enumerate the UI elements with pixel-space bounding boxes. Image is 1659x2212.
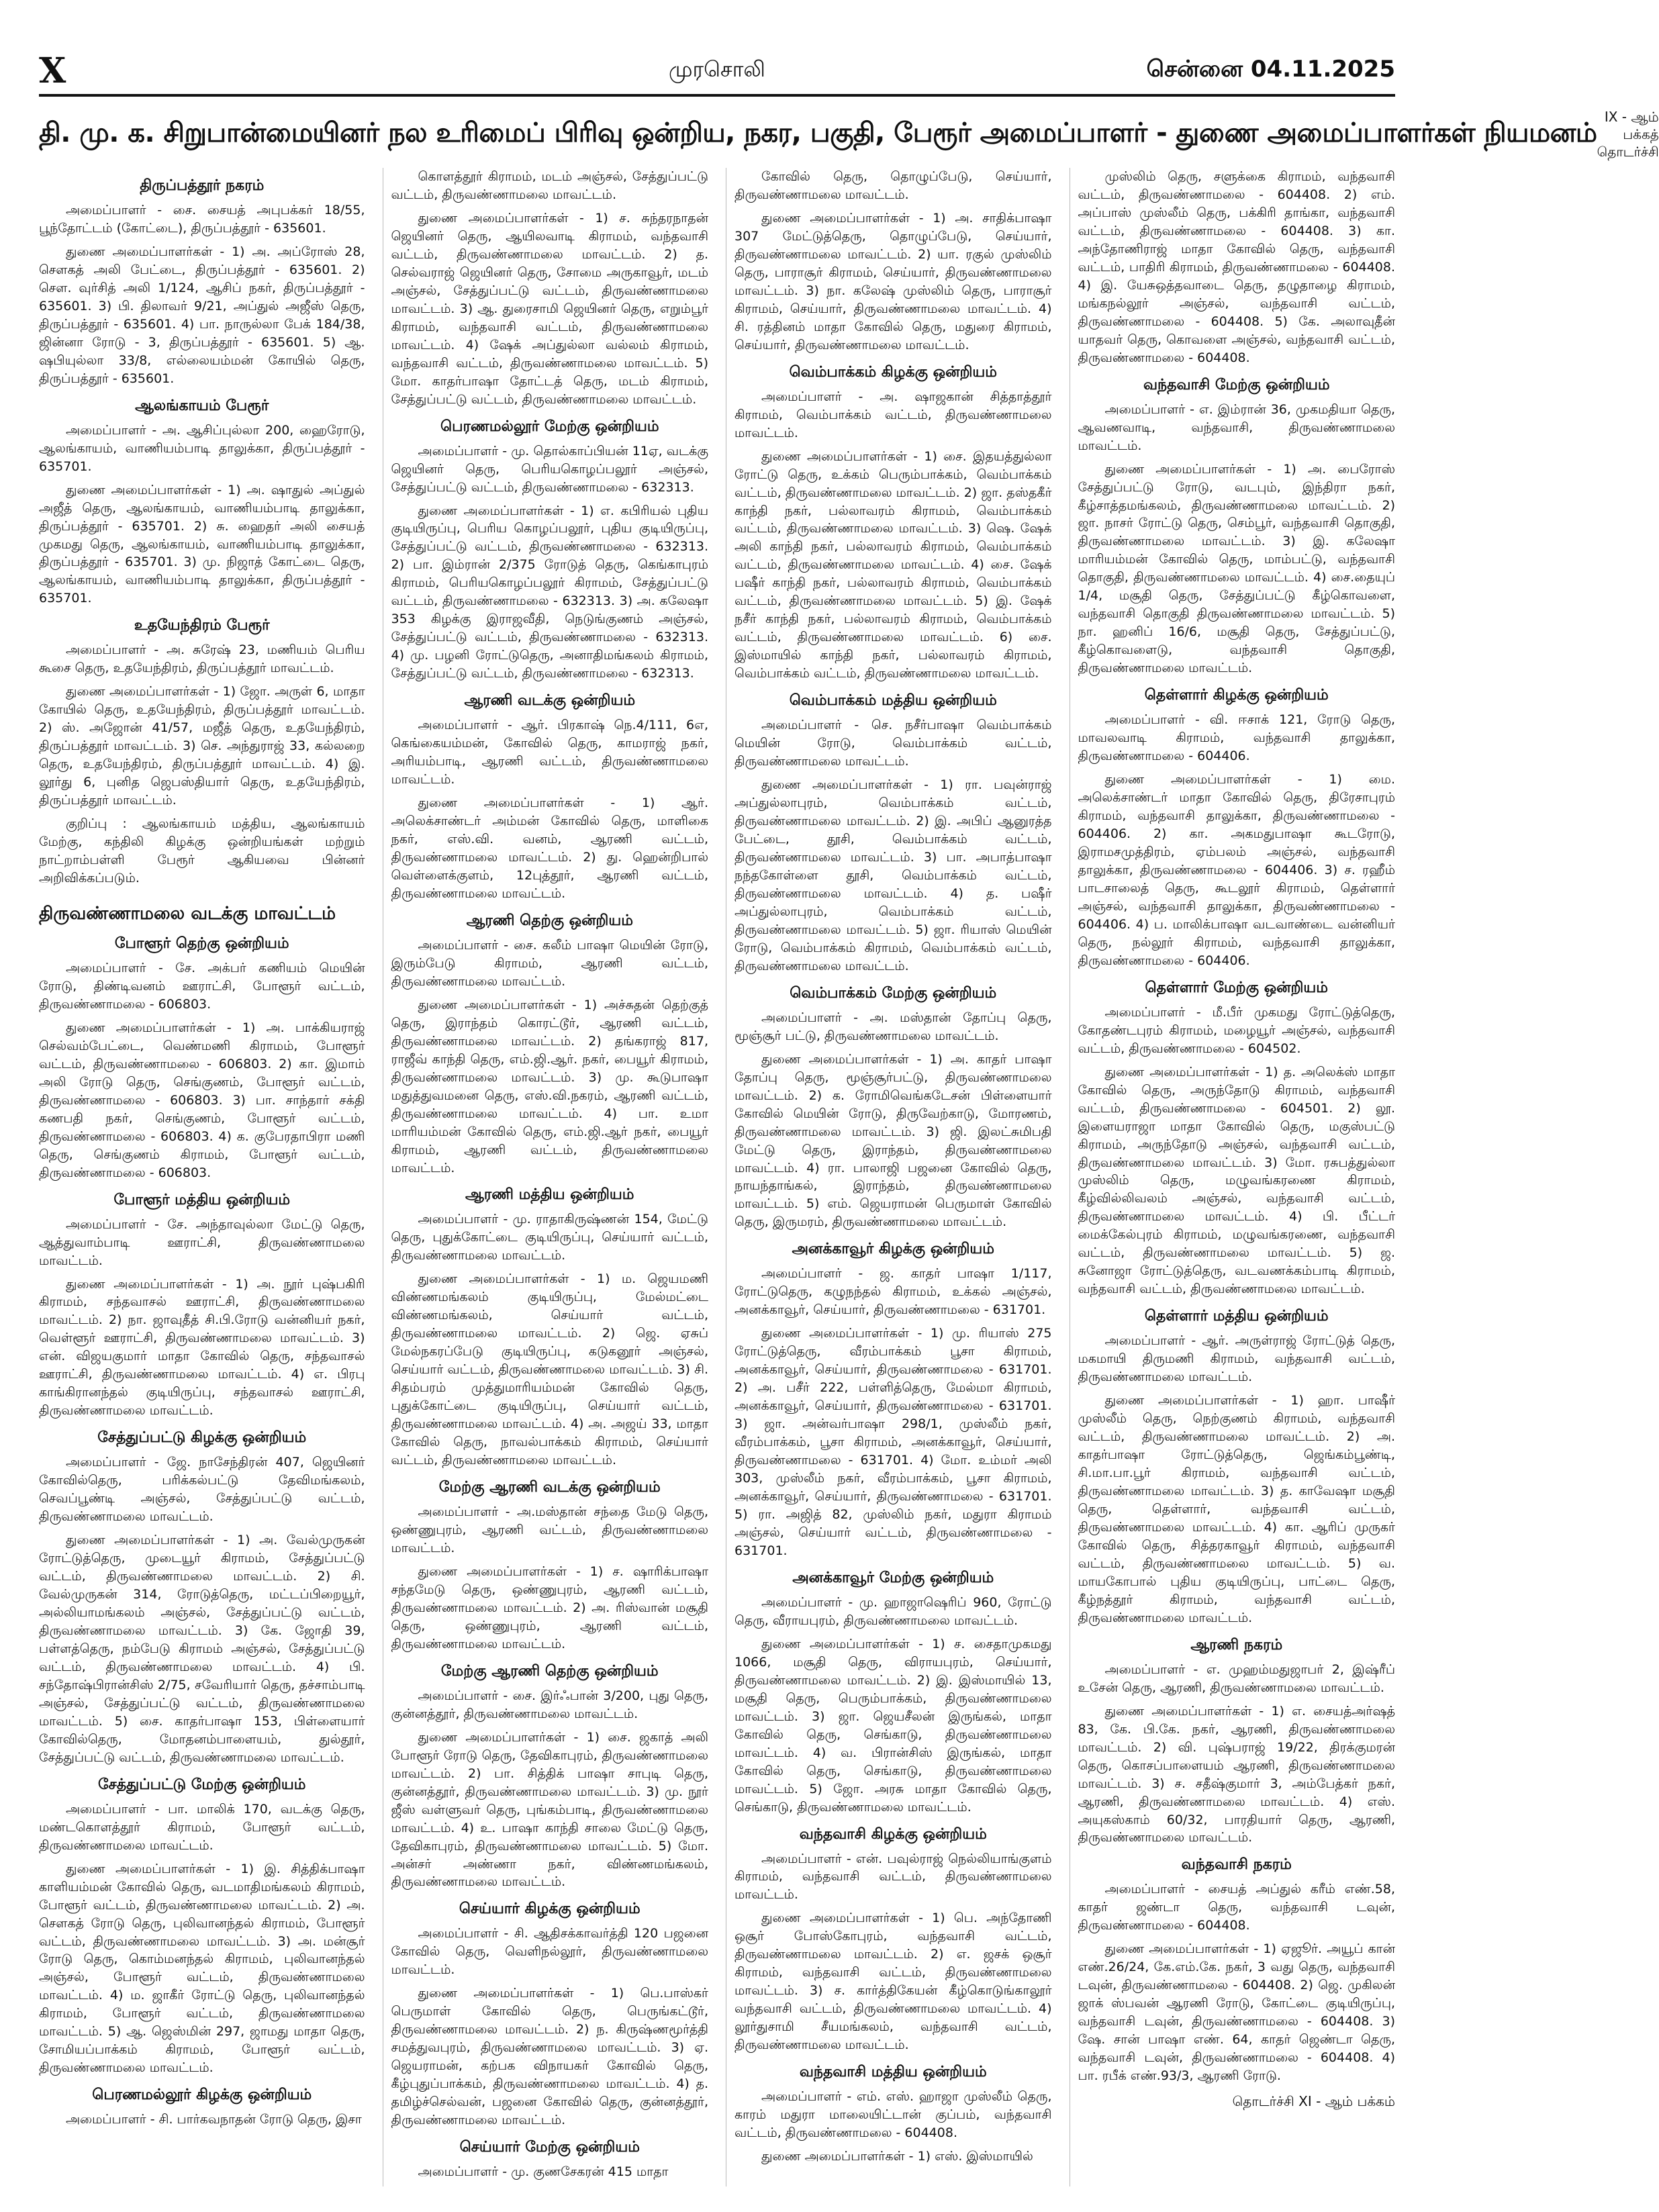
appointment-paragraph: அமைப்பாளர் - சே. அக்பர் கணியம் மெயின் ரோடு, திண்டிவனம் ஊராட்சி, போளூர் வட்டம், திருவண்ணாமலை - 606803. bbox=[39, 960, 365, 1012]
section-heading: சேத்துப்பட்டு கிழக்கு ஒன்றியம் bbox=[97, 1429, 307, 1447]
appointment-paragraph: துணை அமைப்பாளர்கள் - 1) பெ.பாஸ்கர் பெருமாள் கோவில் தெரு, பெருங்கட்டூர், திருவண்ணாமலை மாவட்டம். 2) ந. கிருஷ்ணமூர்த்தி சமத்துவபுரம், திருவண்ணாமலை மாவட்டம். 3) ஏ. ஜெயராமன், கற்பக விநாயகர் கோவில் தெரு, கீழ்புதுப்பாக்கம், திருவண்ணாமலை மாவட்டம். 4) த. தமிழ்ச்செல்வன், பஜனை கோவில் தெரு, குன்னத்தூர், திருவண்ணாமலை மாவட்டம். bbox=[391, 1986, 708, 2128]
continued-to-note: தொடர்ச்சி XI - ஆம் பக்கம் bbox=[1232, 2093, 1395, 2110]
section-heading: வந்தவாசி நகரம் bbox=[1181, 1856, 1292, 1874]
appointment-paragraph: துணை அமைப்பாளர்கள் - 1) அச்சுதன் தெற்குத் தெரு, இராந்தம் கொரட்டூர், ஆரணி வட்டம், திருவண்ணாமலை மாவட்டம். 2) தங்கராஜ் 817, ராஜீவ் காந்தி தெரு, எம்.ஜி.ஆர். நகர், பையூர் கிராமம், திருவண்ணாமலை மாவட்டம். 3) மு. கூடுபாஷா மதுத்துவமனை தெரு, எஸ்.வி.நகரம், ஆரணி வட்டம், திருவண்ணாமலை மாவட்டம். 4) பா. உமா மாரியம்மன் கோவில் தெரு, எம்.ஜி.ஆர் நகர், பையூர் கிராமம், ஆரணி வட்டம், திருவண்ணாமலை மாவட்டம். bbox=[391, 997, 708, 1175]
section-heading: செய்யார் மேற்கு ஒன்றியம் bbox=[459, 2139, 640, 2156]
section-heading: வெம்பாக்கம் கிழக்கு ஒன்றியம் bbox=[789, 363, 997, 381]
article-columns bbox=[39, 168, 1395, 2185]
appointment-paragraph: முஸ்லிம் தெரு, சளுக்கை கிராமம், வந்தவாசி வட்டம், திருவண்ணாமலை - 604408. 2) எம். அப்பாஸ் முஸ்லீம் தெரு, பக்கிரி தாங்கா, வந்தவாசி வட்டம், திருவண்ணாமலை - 604408. 3) கா. அந்தோணிராஜ் மாதா கோவில் தெரு, வந்தவாசி வட்டம், பாதிரி கிராமம், திருவண்ணாமலை - 604408. 4) இ. யேசுஒத்தவாடை தெரு, தழுதாழை கிராமம், மங்கநல்லூர் அஞ்சல், வந்தவாசி வட்டம், திருவண்ணாமலை - 604408. 5) கே. அலாவுதீன் யாதவர் தெரு, கொவளை அஞ்சல், வந்தவாசி வட்டம், திருவண்ணாமலை - 604408. bbox=[1078, 169, 1395, 365]
article-column bbox=[726, 168, 1052, 2186]
appointment-paragraph: அமைப்பாளர் - சி. பார்கவநாதன் ரோடு தெரு, இசா bbox=[66, 2112, 362, 2127]
appointment-paragraph: அமைப்பாளர் - அ. ஆசிப்புல்லா 200, ஹைரோடு, ஆலங்காயம், வாணியம்பாடி தாலுக்கா, திருப்பத்தூர் - 635701. bbox=[39, 422, 365, 474]
appointment-paragraph: அமைப்பாளர் - ஜே. நாசேந்திரன் 407, ஜெயினர் கோவில்தெரு, பரிக்கல்பட்டு தேவிமங்கலம், செவப்பூண்டி அஞ்சல், சேத்துப்பட்டு வட்டம், திருவண்ணாமலை மாவட்டம். bbox=[39, 1455, 365, 1525]
appointment-paragraph: துணை அமைப்பாளர்கள் - 1) ஜோ. அருள் 6, மாதா கோயில் தெரு, உதயேந்திரம், திருப்பத்தூர் மாவட்டம். 2) ஸ். அஜோன் 41/57, மஜீத் தெரு, உதயேந்திரம், திருப்பத்தூர் மாவட்டம். 3) செ. அந்துராஜ் 33, கல்லறை தெரு, உதயேந்திரம், திருப்பத்தூர் மாவட்டம். 4) இ. லூர்து 6, புனித ஜெபஸ்தியார் தெரு, உதயேந்திரம், திருப்பத்தூர் மாவட்டம். bbox=[39, 684, 365, 808]
section-heading: ஆரணி நகரம் bbox=[1190, 1636, 1283, 1653]
appointment-paragraph: அமைப்பாளர் - அ. ஷாஜகான் சித்தாத்தூர் கிராமம், வெம்பாக்கம் வட்டம், திருவண்ணாமலை மாவட்டம். bbox=[734, 389, 1052, 440]
appointment-paragraph: துணை அமைப்பாளர்கள் - 1) பெ. அந்தோணி ஒசூர் போஸ்கோபுரம், வந்தவாசி வட்டம், திருவண்ணாமலை மாவட்டம். 2) எ. ஜசக் ஒசூர் கிராமம், வந்தவாசி வட்டம், திருவண்ணாமலை மாவட்டம். 3) ச. கார்த்திகேயன் கீழ்கொடுங்காலூர் வந்தவாசி வட்டம், திருவண்ணாமலை மாவட்டம். 4) லூர்துசாமி சீயமங்கலம், வந்தவாசி வட்டம், திருவண்ணாமலை மாவட்டம். bbox=[734, 1911, 1052, 2053]
section-heading: பெரணமல்லூர் மேற்கு ஒன்றியம் bbox=[440, 418, 659, 435]
column-body bbox=[1078, 168, 1396, 2085]
page-headline: தி. மு. க. சிறுபான்மையினர் நல உரிமைப் பிரிவு ஒன்றிய, நகர, பகுதி, பேரூர் அமைப்பாளர் - துணை அமைப்பாளர்கள் நியமனம் bbox=[39, 117, 1597, 148]
section-heading: மேற்கு ஆரணி தெற்கு ஒன்றியம் bbox=[440, 1662, 659, 1680]
appointment-paragraph: துணை அமைப்பாளர்கள் - 1) அ. நூர் புஷ்பகிரி கிராமம், சந்தவாசல் ஊராட்சி, திருவண்ணாமலை மாவட்டம். 2) நா. ஜாவுதீத் சி.பி.ரோடு வன்னியர் நகர், வெள்ளூர் ஊராட்சி, திருவண்ணாமலை மாவட்டம். 3) என். விஜயகுமார் மாதா கோவில் தெரு, சந்தவாசல் ஊராட்சி, திருவண்ணாமலை மாவட்டம். 4) எ. பிரபு காங்கிரானந்தல் குடியிருப்பு, சந்தவாசல் ஊராட்சி, திருவண்ணாமலை மாவட்டம். bbox=[39, 1276, 365, 1418]
appointment-paragraph: துணை அமைப்பாளர்கள் - 1) ச. சைதாமுகமது 1066, மசூதி தெரு, விராயபுரம், செய்யார், திருவண்ணாமலை மாவட்டம். 2) இ. இஸ்மாயில் 13, மசூதி தெரு, பெரும்பாக்கம், திருவண்ணாமலை மாவட்டம். 3) ஜா. ஜெயசீலன் இருங்கல், மாதா கோவில் தெரு, செங்காடு, திருவண்ணாமலை மாவட்டம். 4) வ. பிரான்சிஸ் இருங்கல், மாதா கோவில் தெரு, செங்காடு, திருவண்ணாமலை மாவட்டம். 5) ஜோ. அரசு மாதா கோவில் தெரு, செங்காடு, திருவண்ணாமலை மாவட்டம். bbox=[734, 1636, 1052, 1815]
appointment-paragraph: துணை அமைப்பாளர்கள் - 1) ரா. பவுன்ராஜ் அப்துல்லாபுரம், வெம்பாக்கம் வட்டம், திருவண்ணாமலை மாவட்டம். 2) இ. அபிப் ஆனுரத்த பேட்டை, தூசி, வெம்பாக்கம் வட்டம், திருவண்ணாமலை மாவட்டம். 3) பா. அபாத்பாஷா நந்தகோள்ளை தூசி, வெம்பாக்கம் வட்டம், திருவண்ணாமலை மாவட்டம். 4) த. பஷீர் அப்துல்லாபுரம், வெம்பாக்கம் வட்டம், திருவண்ணாமலை மாவட்டம். 5) ஜா. ரியாஸ் மெயின் ரோடு, வெம்பாக்கம் கிராமம், வெம்பாக்கம் வட்டம், திருவண்ணாமலை மாவட்டம். bbox=[734, 777, 1052, 973]
section-heading: அனக்காவூர் மேற்கு ஒன்றியம் bbox=[792, 1569, 994, 1586]
appointment-paragraph: அமைப்பாளர் - எம். எஸ். ஹாஜா முஸ்லீம் தெரு, காரம் மதுரா மாலையிட்டான் குப்பம், வந்தவாசி வட்டம், திருவண்ணாமலை - 604408. bbox=[734, 2089, 1052, 2141]
appointment-paragraph: அமைப்பாளர் - மு. தொல்காப்பியன் 11ஏ, வடக்கு ஜெயினர் தெரு, பெரியகொழப்பலூர் அஞ்சல், சேத்துப்பட்டு வட்டம், திருவண்ணாமலை - 632313. bbox=[391, 443, 708, 495]
section-heading: வெம்பாக்கம் மத்திய ஒன்றியம் bbox=[789, 692, 997, 710]
section-heading: திருப்பத்தூர் நகரம் bbox=[140, 177, 265, 194]
article-column bbox=[1070, 168, 1396, 2186]
appointment-paragraph: அமைப்பாளர் - சி. ஆதிசக்காவர்த்தி 120 பஜனை கோவில் தெரு, வெளிநல்லூர், திருவண்ணாமலை மாவட்டம். bbox=[391, 1926, 708, 1978]
section-heading: வந்தவாசி கிழக்கு ஒன்றியம் bbox=[799, 1825, 987, 1843]
appointment-paragraph: துணை அமைப்பாளர்கள் - 1) சை. இதயத்துல்லா ரோட்டு தெரு, உக்கம் பெரும்பாக்கம், வெம்பாக்கம் வட்டம், திருவண்ணாமலை மாவட்டம். 2) ஜா. தஸ்தகீர் காந்தி நகர், பல்லாவரம் கிராமம், வெம்பாக்கம் வட்டம், திருவண்ணாமலை மாவட்டம். 3) ஷெ. ஷேக் அலி காந்தி நகர், பல்லாவரம் கிராமம், வெம்பாக்கம் வட்டம், திருவண்ணாமலை மாவட்டம். 4) சை. ஷேக் பஷீர் காந்தி நகர், பல்லாவரம் கிராமம், வெம்பாக்கம் வட்டம், திருவண்ணாமலை மாவட்டம். 5) இ. ஷேக் நசீர் காந்தி நகர், பல்லாவரம் கிராமம், வெம்பாக்கம் வட்டம், திருவண்ணாமலை மாவட்டம். 6) சை. இஸ்மாயில் காந்தி நகர், பல்லாவரம் கிராமம், வெம்பாக்கம் வட்டம், திருவண்ணாமலை மாவட்டம். bbox=[734, 448, 1052, 681]
appointment-paragraph: அமைப்பாளர் - பா. மாலிக் 170, வடக்கு தெரு, மண்டகொளத்தூர் கிராமம், போளூர் வட்டம், திருவண்ணாமலை மாவட்டம். bbox=[39, 1801, 365, 1853]
newspaper-name: முரசொலி bbox=[669, 56, 765, 82]
appointment-paragraph: கொளத்தூர் கிராமம், மடம் அஞ்சல், சேத்துப்பட்டு வட்டம், திருவண்ணாமலை மாவட்டம். bbox=[391, 169, 708, 202]
section-heading: வெம்பாக்கம் மேற்கு ஒன்றியம் bbox=[790, 984, 997, 1002]
appointment-paragraph: துணை அமைப்பாளர்கள் - 1) ம. ஜெயமணி விண்ணமங்கலம் குடியிருப்பு, மேல்மட்டை விண்ணமங்கலம், செய்யார் வட்டம், திருவண்ணாமலை மாவட்டம். 2) ஜெ. ஏசுப் மேல்நகரப்பேடு குடியிருப்பு, கடுகனூர் அஞ்சல், செய்யார் வட்டம், திருவண்ணாமலை மாவட்டம். 3) சி. சிதம்பரம் முத்துமாரியம்மன் கோவில் தெரு, புதுக்கோட்டை குடியிருப்பு, செய்யார் வட்டம், திருவண்ணாமலை மாவட்டம். 4) அ. அஜய் 33, மாதா கோவில் தெரு, நாவல்பாக்கம் கிராமம், செய்யார் வட்டம், திருவண்ணாமலை மாவட்டம். bbox=[391, 1271, 708, 1468]
section-heading: தெள்ளார் மத்திய ஒன்றியம் bbox=[1144, 1308, 1329, 1325]
appointment-paragraph: கோவில் தெரு, தொழுப்பேடு, செய்யார், திருவண்ணாமலை மாவட்டம். bbox=[734, 169, 1052, 202]
district-heading: திருவண்ணாமலை வடக்கு மாவட்டம் bbox=[39, 903, 336, 924]
section-heading: ஆரணி தெற்கு ஒன்றியம் bbox=[466, 912, 633, 929]
appointment-paragraph: துணை அமைப்பாளர்கள் - 1) எ. கபிரியல் புதிய குடியிருப்பு, பெரிய கொழப்பலூர், புதிய குடியிருப்பு, சேத்துப்பட்டு வட்டம், திருவண்ணாமலை - 632313. 2) பா. இம்ரான் 2/375 ரோடுத் தெரு, கெங்காபுரம் கிராமம், பெரியகொழப்பலூர் கிராமம், சேத்துப்பட்டு வட்டம், திருவண்ணாமலை - 632313. 3) அ. கலேஷா 353 கிழக்கு இராஜவீதி, நெடுங்குணம் அஞ்சல், சேத்துப்பட்டு வட்டம், திருவண்ணாமலை - 632313. 4) மு. பழனி ரோட்டுதெரு, அனாதிமங்கலம் கிராமம், சேத்துப்பட்டு வட்டம், திருவண்ணாமலை - 632313. bbox=[391, 503, 708, 681]
appointment-paragraph: துணை அமைப்பாளர்கள் - 1) அ. காதர் பாஷா தோப்பு தெரு, மூஞ்சூர்பட்டு, திருவண்ணாமலை மாவட்டம். 2) க. ரோமிவெங்கடேசன் பிள்ளையார் கோவில் மெயின் ரோடு, திருவேற்காடு, மோரணம், திருவண்ணாமலை மாவட்டம். 3) ஜி. இலட்சுமிபதி மேட்டு தெரு, இராந்தம், திருவண்ணாமலை மாவட்டம். 4) ரா. பாலாஜி பஜனை கோவில் தெரு, நாயந்தாங்கல், இராந்தம், திருவண்ணாமலை மாவட்டம். 5) எம். ஜெயராமன் பெருமாள் கோவில் தெரு, இருமரம், திருவண்ணாமலை மாவட்டம். bbox=[734, 1051, 1052, 1230]
appointment-paragraph: துணை அமைப்பாளர்கள் - 1) அ. அப்ரோஸ் 28, சௌகத் அலி பேட்டை, திருப்பத்தூர் - 635601. 2) சௌ. வுர்சித் அலி 1/124, ஆசிப் நகர், திருப்பத்தூர் - 635601. 3) பி. திலாவர் 9/21, அப்துல் அஜீஸ் தெரு, திருப்பத்தூர் - 635601. 4) பா. நாருல்லா பேக் 184/38, ஜின்னா ரோடு - 3, திருப்பத்தூர் - 635601. 5) ஆ. ஷபியுல்லா 33/8, எல்லையம்மன் கோயில் தெரு, திருப்பத்தூர் - 635601. bbox=[39, 244, 365, 386]
appointment-paragraph: துணை அமைப்பாளர்கள் - 1) ஹா. பாஷீர் முஸ்லீம் தெரு, நெற்குணம் கிராமம், வந்தவாசி வட்டம், திருவண்ணாமலை மாவட்டம். 2) அ. காதர்பாஷா ரோட்டுத்தெரு, ஜெங்கம்பூண்டி, சி.மா.பா.பூர் கிராமம், வந்தவாசி வட்டம், திருவண்ணாமலை மாவட்டம். 3) த. காவேஷா மசூதி தெரு, தெள்ளார், வந்தவாசி வட்டம், திருவண்ணாமலை மாவட்டம். 4) கா. ஆரிப் முருகர் கோவில் தெரு, சித்தரகாவூர் கிராமம், வந்தவாசி வட்டம், திருவண்ணாமலை மாவட்டம். 5) வ. மாயகோபால் புதிய குடியிருப்பு, பாட்டை தெரு, கீழ்நத்தூர் கிராமம், வந்தவாசி வட்டம், திருவண்ணாமலை மாவட்டம். bbox=[1078, 1393, 1395, 1625]
appointment-paragraph: அமைப்பாளர் - ஜ. காதர் பாஷா 1/117, ரோட்டுதெரு, கழுநந்தல் கிராமம், உக்கல் அஞ்சல், அனக்காவூர், செய்யார், திருவண்ணாமலை - 631701. bbox=[734, 1266, 1052, 1318]
section-heading: போளூர் தெற்கு ஒன்றியம் bbox=[114, 934, 289, 952]
section-heading: போளூர் மத்திய ஒன்றியம் bbox=[113, 1191, 291, 1208]
section-heading: மேற்கு ஆரணி வடக்கு ஒன்றியம் bbox=[438, 1479, 661, 1496]
appointment-paragraph: அமைப்பாளர் - அ.மஸ்தான் சந்தை மேடு தெரு, ஒண்ணுபுரம், ஆரணி வட்டம், திருவண்ணாமலை மாவட்டம். bbox=[391, 1504, 708, 1555]
appointment-paragraph: அமைப்பாளர் - வி. ஈசாக் 121, ரோடு தெரு, மாவலவாடி கிராமம், வந்தவாசி தாலுக்கா, திருவண்ணாமலை - 604406. bbox=[1078, 712, 1395, 764]
section-heading: சேத்துப்பட்டு மேற்கு ஒன்றியம் bbox=[98, 1776, 306, 1793]
appointment-paragraph: துணை அமைப்பாளர்கள் - 1) எ. சையத்அர்ஷத் 83, கே. பி.கே. நகர், ஆரணி, திருவண்ணாமலை மாவட்டம். 2) வி. புஷ்பராஜ் 19/22, திரக்குமரன் தெரு, கொசப்பாளையம் ஆரணி, திருவண்ணாமலை மாவட்டம். 3) ச. சதீஷ்குமார் 3, அம்பேத்கர் நகர், ஆரணி, திருவண்ணாமலை மாவட்டம். 4) எஸ். அயுகஸ்காம் 60/32, பாரதியார் தெரு, ஆரணி, திருவண்ணாமலை மாவட்டம். bbox=[1078, 1703, 1395, 1845]
appointment-paragraph: அமைப்பாளர் - சே. அந்தாவுல்லா மேட்டு தெரு, ஆத்துவாம்பாடி ஊராட்சி, திருவண்ணாமலை மாவட்டம். bbox=[39, 1216, 365, 1268]
appointment-paragraph: துணை அமைப்பாளர்கள் - 1) ச. சுந்தரநாதன் ஜெயினர் தெரு, ஆயிலவாடி கிராமம், வந்தவாசி வட்டம், திருவண்ணாமலை மாவட்டம். 2) த. செல்வராஜ் ஜெயினர் தெரு, சோமை அருகாவூர், மடம் அஞ்சல், சேத்துப்பட்டு வட்டம், திருவண்ணாமலை மாவட்டம். 3) ஆ. துரைசாமி ஜெயினர் தெரு, எறும்பூர் கிராமம், வந்தவாசி வட்டம், திருவண்ணாமலை மாவட்டம். 4) ஷேக் அப்துல்லா வல்லம் கிராமம், வந்தவாசி வட்டம், திருவண்ணாமலை மாவட்டம். 5) மோ. காதர்பாஷா தோட்டத் தெரு, மடம் கிராமம், சேத்துப்பட்டு வட்டம், திருவண்ணாமலை மாவட்டம். bbox=[391, 210, 708, 407]
appointment-paragraph: துணை அமைப்பாளர்கள் - 1) மு. ரியாஸ் 275 ரோட்டுத்தெரு, வீரம்பாக்கம் பூசா கிராமம், அனக்காவூர், செய்யார், திருவண்ணாமலை - 631701. 2) அ. பசீர் 222, பள்ளித்தெரு, மேல்மா கிராமம், அனக்காவூர், செய்யார், திருவண்ணாமலை - 631701. 3) ஜா. அன்வர்பாஷா 298/1, முஸ்லீம் நகர், வீரம்பாக்கம், பூசா கிராமம், அனக்காவூர், செய்யார், திருவண்ணாமலை - 631701. 4) மோ. உம்மர் அலி 303, முஸ்லீம் நகர், வீரம்பாக்கம், பூசா கிராமம், அனக்காவூர், செய்யார், திருவண்ணாமலை - 631701. 5) ரா. அஜித் 82, முஸ்லிம் நகர், மதுரா கிராமம் அஞ்சல், செய்யார் வட்டம், திருவண்ணாமலை - 631701. bbox=[734, 1326, 1052, 1558]
section-heading: வந்தவாசி மத்திய ஒன்றியம் bbox=[799, 2064, 987, 2081]
appointment-paragraph: துணை அமைப்பாளர்கள் - 1) ஏஜூர். அயூப் கான் எண்.26/24, கே.எம்.கே. நகர், 3 வது தெரு, வந்தவாசி டவுன், திருவண்ணாமலை - 604408. 2) ஜெ. முகிலன் ஜாக் ஸ்பவன் ஆரணி ரோடு, கோட்டை குடியிருப்பு, வந்தவாசி டவுன், திருவண்ணாமலை - 604408. 3) ஷே. சான் பாஷா எண். 64, காதர் ஜெண்டா தெரு, வந்தவாசி டவுன், திருவண்ணாமலை - 604408. 4) பா. ரபீக் எண்.93/3, ஆரணி ரோடு. bbox=[1078, 1941, 1395, 2084]
section-heading: உதயேந்திரம் பேரூர் bbox=[134, 617, 270, 634]
appointment-paragraph: அமைப்பாளர் - மு. ஹாஜாஷெரிப் 960, ரோட்டு தெரு, வீராயபுரம், திருவண்ணாமலை மாவட்டம். bbox=[734, 1594, 1052, 1628]
appointment-paragraph: அமைப்பாளர் - அ. சுரேஷ் 23, மணியம் பெரிய கூசை தெரு, உதயேந்திரம், திருப்பத்தூர் மாவட்டம். bbox=[39, 642, 365, 676]
appointment-paragraph: துணை அமைப்பாளர்கள் - 1) அ. சாதிக்பாஷா 307 மேட்டுத்தெரு, தொழுப்பேடு, செய்யார், திருவண்ணாமலை மாவட்டம். 2) யா. ரகுல் முஸ்லிம் தெரு, பாராசூர் கிராமம், செய்யார், திருவண்ணாமலை மாவட்டம். 3) நா. கலேஷ் முஸ்லிம் தெரு, பாராசூர் கிராமம், செய்யார், திருவண்ணாமலை மாவட்டம். 4) சி. ரத்தினம் மாதா கோவில் தெரு, மதுரை கிராமம், செய்யார், திருவண்ணாமலை மாவட்டம். bbox=[734, 210, 1052, 352]
continued-from-note: IX - ஆம் பக்கத் தொடர்ச்சி bbox=[1597, 109, 1659, 160]
section-heading: பெரணமல்லூர் கிழக்கு ஒன்றியம் bbox=[92, 2086, 312, 2104]
appointment-paragraph: அமைப்பாளர் - சை. சையத் அபுபக்கர் 18/55, பூந்தோட்டம் (கோட்டை), திருப்பத்தூர் - 635601. bbox=[39, 203, 365, 236]
appointment-paragraph: துணை அமைப்பாளர்கள் - 1) ஆர். அலெக்சாண்டர் அம்மன் கோவில் தெரு, மாளிகை நகர், எஸ்.வி. வனம், ஆரணி வட்டம், திருவண்ணாமலை மாவட்டம். 2) து. ஹென்றிபால் வெள்ளைக்குளம், 12புத்தூர், ஆரணி வட்டம், திருவண்ணாமலை மாவட்டம். bbox=[391, 796, 708, 901]
section-heading: அனக்காவூர் கிழக்கு ஒன்றியம் bbox=[792, 1241, 995, 1258]
section-heading: ஆரணி வடக்கு ஒன்றியம் bbox=[464, 692, 636, 710]
dateline: சென்னை 04.11.2025 bbox=[1146, 56, 1395, 83]
page-section-mark: X bbox=[39, 50, 66, 91]
appointment-paragraph: துணை அமைப்பாளர்கள் - 1) அ. ஷாதுல் அப்துல் அஜீத் தெரு, ஆலங்காயம், வாணியம்பாடி தாலுக்கா, திருப்பத்தூர் - 635701. 2) சு. ஹைதர் அலி சையத் முகமது தெரு, ஆலங்காயம், வாணியம்பாடி தாலுக்கா, திருப்பத்தூர் - 635701. 3) மு. நிஜாத் கோட்டை தெரு, ஆலங்காயம், வாணியம்பாடி தாலுக்கா, திருப்பத்தூர் - 635701. bbox=[39, 482, 365, 606]
appointment-paragraph: அமைப்பாளர் - மீ.பீர் முகமது ரோட்டுத்தெரு, கோதண்டபுரம் கிராமம், மழையூர் அஞ்சல், வந்தவாசி வட்டம், திருவண்ணாமலை - 604502. bbox=[1078, 1004, 1395, 1056]
appointment-paragraph: துணை அமைப்பாளர்கள் - 1) எஸ். இஸ்மாயில் bbox=[761, 2149, 1033, 2164]
appointment-paragraph: அமைப்பாளர் - மு. குணசேகரன் 415 மாதா bbox=[418, 2164, 669, 2180]
appointment-paragraph: அமைப்பாளர் - என். பவுல்ராஜ் நெல்லியாங்குளம் கிராமம், வந்தவாசி வட்டம், திருவண்ணாமலை மாவட்டம். bbox=[734, 1851, 1052, 1903]
appointment-paragraph: அமைப்பாளர் - சை. கலீம் பாஷா மெயின் ரோடு, இரும்பேடு கிராமம், ஆரணி வட்டம், திருவண்ணாமலை மாவட்டம். bbox=[391, 937, 708, 989]
appointment-paragraph: துணை அமைப்பாளர்கள் - 1) அ. வேல்முருகன் ரோட்டுத்தெரு, முடையூர் கிராமம், சேத்துப்பட்டு வட்டம், திருவண்ணாமலை மாவட்டம். 2) சி. வேல்முருகன் 314, ரோடுத்தெரு, மட்டப்பிறையூர், அல்லியாமங்கலம் அஞ்சல், சேத்துப்பட்டு வட்டம், திருவண்ணாமலை மாவட்டம். 3) கே. ஜோதி 39, பள்ளத்தெரு, நம்பேடு கிராமம் அஞ்சல், சேத்துப்பட்டு வட்டம், திருவண்ணாமலை மாவட்டம். 4) பி. சந்தோஷ்பிரான்சிஸ் 2/75, சவேரியார் தெரு, தச்சாம்பாடி அஞ்சல், சேத்துப்பட்டு வட்டம், திருவண்ணாமலை மாவட்டம். 5) சை. காதர்பாஷா 153, பிள்ளையார் கோவில்தெரு, மோதனம்பாளையம், துல்தூர், சேத்துப்பட்டு வட்டம், திருவண்ணாமலை மாவட்டம். bbox=[39, 1533, 365, 1765]
appointment-paragraph: அமைப்பாளர் - எ. இம்ரான் 36, முகமதியா தெரு, ஆவணவாடி, வந்தவாசி, திருவண்ணாமலை மாவட்டம். bbox=[1078, 401, 1395, 453]
appointment-paragraph: அமைப்பாளர் - சை. இர்ஃபான் 3/200, புது தெரு, குன்னத்தூர், திருவண்ணாமலை மாவட்டம். bbox=[391, 1688, 708, 1721]
appointment-paragraph: துணை அமைப்பாளர்கள் - 1) மை. அலெக்சாண்டர் மாதா கோவில் தெரு, திரேசாபுரம் கிராமம், வந்தவாசி தாலுக்கா, திருவண்ணாமலை - 604406. 2) கா. அகமதுபாஷா கூடரோடு, இராமசமுத்திரம், ஏம்பலம் அஞ்சல், வந்தவாசி தாலுக்கா, திருவண்ணாமலை - 604406. 3) ச. ரஹீம் பாடசாலைத் தெரு, கூடலூர் கிராமம், தெள்ளார் அஞ்சல், வந்தவாசி தாலுக்கா, திருவண்ணாமலை - 604406. 4) ப. மாலிக்பாஷா வடவாண்டை வன்னியர் தெரு, நல்லூர் கிராமம், வந்தவாசி தாலுக்கா, திருவண்ணாமலை - 604406. bbox=[1078, 772, 1395, 968]
article-column bbox=[383, 168, 709, 2186]
appointment-paragraph: அமைப்பாளர் - மு. ராதாகிருஷ்ணன் 154, மேட்டு தெரு, புதுக்கோட்டை குடியிருப்பு, செய்யார் வட்டம், திருவண்ணாமலை மாவட்டம். bbox=[391, 1212, 708, 1263]
section-heading: வந்தவாசி மேற்கு ஒன்றியம் bbox=[1143, 376, 1330, 393]
appointment-paragraph: துணை அமைப்பாளர்கள் - 1) அ. பைரோஸ் சேத்துப்பட்டு ரோடு, வடபும், இந்திரா நகர், கீழ்சாத்தமங்கலம், திருவண்ணாமலை மாவட்டம். 2) ஜா. நாசர் ரோட்டு தெரு, செம்பூர், வந்தவாசி தொகுதி, திருவண்ணாமலை மாவட்டம். 3) இ. கலேஷா மாரியம்மன் கோவில் தெரு, மாம்பட்டு, வந்தவாசி தொகுதி, திருவண்ணாமலை மாவட்டம். 4) சை.தையுப் 1/4, மசூதி தெரு, சேத்துப்பட்டு கீழ்கொவளை, வந்தவாசி தொகுதி திருவண்ணாமலை மாவட்டம். 5) நா. ஹனிப் 16/6, மசூதி தெரு, சேத்துப்பட்டு, கீழ்கொவளைடு, வந்தவாசி தொகுதி, திருவண்ணாமலை மாவட்டம். bbox=[1078, 461, 1395, 676]
section-heading: தெள்ளார் மேற்கு ஒன்றியம் bbox=[1145, 979, 1328, 996]
section-heading: தெள்ளார் கிழக்கு ஒன்றியம் bbox=[1144, 687, 1329, 704]
masthead bbox=[39, 47, 1395, 97]
appointment-paragraph: அமைப்பாளர் - செ. நசீர்பாஷா வெம்பாக்கம் மெயின் ரோடு, வெம்பாக்கம் வட்டம், திருவண்ணாமலை மாவட்டம். bbox=[734, 718, 1052, 769]
appointment-paragraph: அமைப்பாளர் - எ. முஹம்மதுஜாபர் 2, இஷ்ரீப் உசேன் தெரு, ஆரணி, திருவண்ணாமலை மாவட்டம். bbox=[1078, 1662, 1395, 1695]
appointment-paragraph: துணை அமைப்பாளர்கள் - 1) த. அலெக்ஸ் மாதா கோவில் தெரு, அருந்தோடு கிராமம், வந்தவாசி வட்டம், திருவண்ணாமலை - 604501. 2) லூ. இளையராஜா மாதா கோவில் தெரு, மகுஸ்பட்டு கிராமம், அருந்தோடு அஞ்சல், வந்தவாசி வட்டம், திருவண்ணாமலை மாவட்டம். 3) மோ. ரசுபத்துல்லா முஸ்லிம் தெரு, மழுவங்கரணை கிராமம், கீழ்வில்லிவலம் அஞ்சல், வந்தவாசி வட்டம், திருவண்ணாமலை மாவட்டம். 4) பி. பீட்டர் மைக்கேல்புரம் கிராமம், மழுவங்கரணை, வந்தவாசி வட்டம், திருவண்ணாமலை மாவட்டம். 5) ஜ. சுனோஜா ரோட்டுத்தெரு, வடவணக்கம்பாடி கிராமம், வந்தவாசி வட்டம், திருவண்ணாமலை மாவட்டம். bbox=[1078, 1064, 1395, 1297]
appointment-paragraph: அமைப்பாளர் - அ. மஸ்தான் தோப்பு தெரு, மூஞ்சூர் பட்டு, திருவண்ணாமலை மாவட்டம். bbox=[734, 1010, 1052, 1043]
appointment-paragraph: அமைப்பாளர் - ஆர். பிரகாஷ் நெ.4/111, 6எ, கெங்கையம்மன், கோவில் தெரு, காமராஜ் நகர், அரியம்பாடி, ஆரணி வட்டம், திருவண்ணாமலை மாவட்டம். bbox=[391, 718, 708, 787]
headline-row bbox=[39, 107, 1659, 161]
article-column bbox=[39, 168, 365, 2186]
appointment-paragraph: துணை அமைப்பாளர்கள் - 1) ச. ஷாரிக்பாஷா சந்தமேடு தெரு, ஒண்ணுபுரம், ஆரணி வட்டம், திருவண்ணாமலை மாவட்டம். 2) அ. ரிஸ்வான் மசூதி தெரு, ஒண்ணுபுரம், ஆரணி வட்டம், திருவண்ணாமலை மாவட்டம். bbox=[391, 1564, 708, 1651]
appointment-paragraph: துணை அமைப்பாளர்கள் - 1) சை. ஜகாத் அலி போளூர் ரோடு தெரு, தேவிகாபுரம், திருவண்ணாமலை மாவட்டம். 2) பா. சித்திக் பாஷா சாபுடி தெரு, குன்னத்தூர், திருவண்ணாமலை மாவட்டம். 3) மு. நூர் ஜீஸ் வள்ளுவர் தெரு, புங்கம்பாடி, திருவண்ணாமலை மாவட்டம். 4) உ. பாஷா காந்தி சாலை மேட்டு தெரு, தேவிகாபுரம், திருவண்ணாமலை மாவட்டம். 5) மோ. அன்சர் அண்ணா நகர், விண்ணமங்கலம், திருவண்ணாமலை மாவட்டம். bbox=[391, 1729, 708, 1890]
appointment-paragraph: துணை அமைப்பாளர்கள் - 1) அ. பாக்கியராஜ் செல்வம்பேட்டை, வெண்மணி கிராமம், போளூர் வட்டம், திருவண்ணாமலை - 606803. 2) கா. இமாம் அலி ரோடு தெரு, செங்குணம், போளூர் வட்டம், திருவண்ணாமலை - 606803. 3) பா. சாந்தார் சக்தி கணபதி நகர், செங்குணம், போளூர் வட்டம், திருவண்ணாமலை - 606803. 4) க. குபேரதாபிரா மணி தெரு, செங்குணம் கிராமம், போளூர் வட்டம், திருவண்ணாமலை - 606803. bbox=[39, 1020, 365, 1180]
section-heading: செய்யார் கிழக்கு ஒன்றியம் bbox=[459, 1901, 641, 1918]
section-heading: ஆரணி மத்திய ஒன்றியம் bbox=[465, 1186, 634, 1204]
appointment-paragraph: குறிப்பு : ஆலங்காயம் மத்திய, ஆலங்காயம் மேற்கு, கந்திலி கிழக்கு ஒன்றியங்கள் மற்றும் நாட்றாம்பள்ளி பேரூர் ஆகியவை பின்னர் அறிவிக்கப்படும். bbox=[39, 816, 365, 885]
section-heading: ஆலங்காயம் பேரூர் bbox=[135, 397, 269, 414]
appointment-paragraph: அமைப்பாளர் - ஆர். அருள்ராஜ் ரோட்டுத் தெரு, மகமாயி திருமணி கிராமம், வந்தவாசி வட்டம், திருவண்ணாமலை மாவட்டம். bbox=[1078, 1333, 1395, 1385]
appointment-paragraph: துணை அமைப்பாளர்கள் - 1) இ. சித்திக்பாஷா காளியம்மன் கோவில் தெரு, வடமாதிமங்கலம் கிராமம், போளூர் வட்டம், திருவண்ணாமலை மாவட்டம். 2) அ. சௌகத் ரோடு தெரு, புலிவானந்தல் கிராமம், போளூர் வட்டம், திருவண்ணாமலை மாவட்டம். 3) அ. மன்சூர் ரோடு தெரு, கொம்மனந்தல் கிராமம், புலிவானந்தல் அஞ்சல், போளூர் வட்டம், திருவண்ணாமலை மாவட்டம். 4) ம. ஜாகீர் ரோட்டு தெரு, புலிவானந்தல் கிராமம், போளூர் வட்டம், திருவண்ணாமலை மாவட்டம். 5) ஆ. ஜெஸ்மின் 297, ஜாமது மாதா தெரு, சோமியப்பாக்கம் கிராமம், போளூர் வட்டம், திருவண்ணாமலை மாவட்டம். bbox=[39, 1861, 365, 2076]
appointment-paragraph: அமைப்பாளர் - சையத் அப்துல் கரீம் எண்.58, காதர் ஜண்டா தெரு, வந்தவாசி டவுன், திருவண்ணாமலை - 604408. bbox=[1078, 1882, 1395, 1933]
